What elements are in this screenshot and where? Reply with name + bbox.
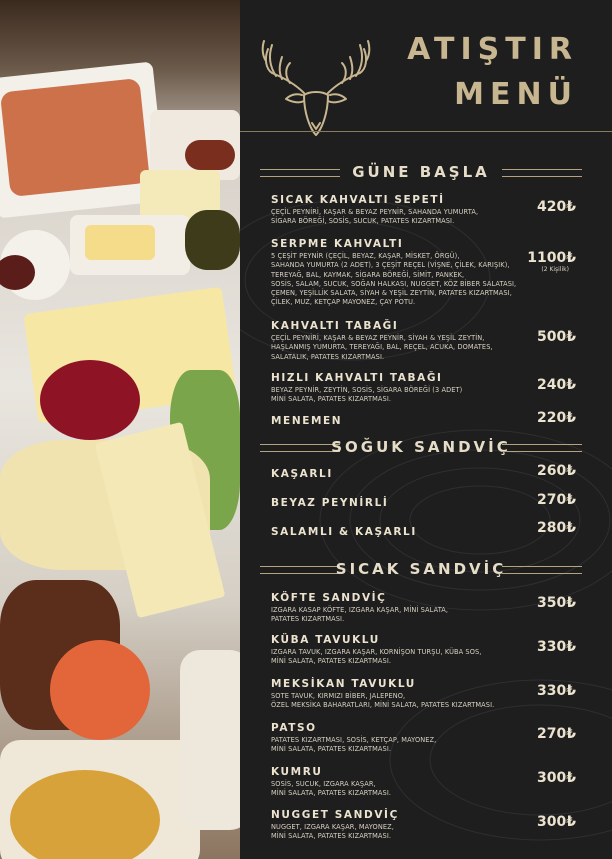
item-price: 330₺ [537,639,576,655]
menu-title-line1: ATIŞTIR [407,32,578,67]
menu-item [271,766,581,799]
item-description: NUGGET, IZGARA KAŞAR, MAYONEZ, MİNİ SALATA, PATATES KIZARTMASI. [271,823,394,841]
item-name: PATSO [271,722,317,734]
item-description: SOTE TAVUK, KIRMIZI BİBER, JALEPENO, ÖZEL MEKSİKA BAHARATLARI, MİNİ SALATA, PATATES KIZARTMASI. [271,692,495,710]
item-price: 270₺ [537,726,576,742]
price-note: (2 Kişilik) [541,266,569,273]
header-divider [240,131,612,132]
item-description: IZGARA KASAP KÖFTE, IZGARA KAŞAR, MİNİ SALATA, PATATES KIZARTMASI. [271,606,449,624]
item-description: ÇEÇİL PEYNİRİ, KAŞAR & BEYAZ PEYNİR, SAHANDA YUMURTA, SİGARA BÖREĞİ, SOSİS, SUCUK, PATATES KIZARTMASI. [271,208,479,226]
item-description: PATATES KIZARTMASI, SOSİS, KETÇAP, MAYONEZ, MİNİ SALATA, PATATES KIZARTMASI. [271,736,437,754]
menu-item [271,497,581,510]
item-name: HIZLI KAHVALTI TABAĞI [271,372,443,384]
section-header-breakfast [240,163,612,183]
menu-title-line2: MENÜ [454,77,578,112]
item-name: MENEMEN [271,415,343,427]
menu-item [271,526,581,539]
menu-item [271,194,581,227]
item-price: 330₺ [537,683,576,699]
section-header-cold-sandwich [240,438,612,458]
menu-item [271,372,581,405]
item-price: 260₺ [537,463,576,479]
item-name: SERPME KAHVALTI [271,238,404,250]
item-name: BEYAZ PEYNİRLİ [271,497,389,509]
item-price: 280₺ [537,520,576,536]
item-name: SICAK KAHVALTI SEPETİ [271,194,445,206]
item-description: SOSİS, SUCUK, IZGARA KAŞAR, MİNİ SALATA, PATATES KIZARTMASI. [271,780,392,798]
item-price: 220₺ [537,410,576,426]
item-name: NUGGET SANDVİÇ [271,809,399,821]
item-description: 5 ÇEŞİT PEYNİR (ÇEÇİL, BEYAZ, KAŞAR, MİSKET, ÖRGÜ), SAHANDA YUMURTA (2 ADET), 3 ÇEŞİT REÇEL (VİŞNE, ÇİLEK, KARIŞIK), TEREYAĞ, BAL, KAYMAK, SİGARA BÖREĞİ, SİMİT, PANKEK, SOSİS, SALAM, SUCUK, SOĞAN HALKASI, NUGGET, KÖZ BİBER SALATASI, ÇEMEN, YEŞİLLİK SALATA, SİYAH & YEŞİL ZEYTİN, PATATES KIZARTMASI, ÇİLEK, MUZ, KETÇAP MAYONEZ, ÇAY POTU. [271,252,517,307]
divider [502,444,582,452]
item-price: 300₺ [537,770,576,786]
item-name: KÜBA TAVUKLU [271,634,380,646]
item-price: 500₺ [537,329,576,345]
menu-item [271,634,581,667]
item-description: BEYAZ PEYNİR, ZEYTİN, SOSİS, SİGARA BÖREĞİ (3 ADET) MİNİ SALATA, PATATES KIZARTMASI. [271,386,463,404]
menu-item [271,415,581,428]
item-name: KÖFTE SANDVİÇ [271,592,387,604]
item-price: 420₺ [537,199,576,215]
divider [502,566,582,574]
item-price: 1100₺ [527,250,576,266]
item-price: 270₺ [537,492,576,508]
item-description: IZGARA TAVUK, IZGARA KAŞAR, KORNİŞON TURŞU, KÜBA SOS, MİNİ SALATA, PATATES KIZARTMASI. [271,648,482,666]
item-price: 350₺ [537,595,576,611]
menu-panel [240,0,612,859]
menu-item [271,678,581,711]
item-price: 300₺ [537,814,576,830]
item-name: KUMRU [271,766,323,778]
section-title: SICAK SANDVİÇ [335,560,507,578]
section-title: SOĞUK SANDVİÇ [331,438,511,456]
item-price: 240₺ [537,377,576,393]
menu-item [271,468,581,481]
divider [502,169,582,177]
item-name: KAHVALTI TABAĞI [271,320,399,332]
breakfast-photo [0,0,240,859]
item-name: MEKSİKAN TAVUKLU [271,678,416,690]
deer-head-icon [260,33,372,141]
item-name: SALAMLI & KAŞARLI [271,526,417,538]
menu-item [271,592,581,625]
menu-item [271,722,581,755]
item-name: KAŞARLI [271,468,333,480]
menu-item [271,809,581,842]
section-title: GÜNE BAŞLA [352,163,490,181]
item-description: ÇEÇİL PEYNİRİ, KAŞAR & BEYAZ PEYNİR, SİYAH & YEŞİL ZEYTİN, HAŞLANMIŞ YUMURTA, TEREYAĞI, BAL, REÇEL, ACUKA, DOMATES, SALATALIK, PATATES KIZARTMASI. [271,334,493,361]
menu-item [271,320,581,362]
menu-item [271,238,581,308]
section-header-hot-sandwich [240,560,612,580]
